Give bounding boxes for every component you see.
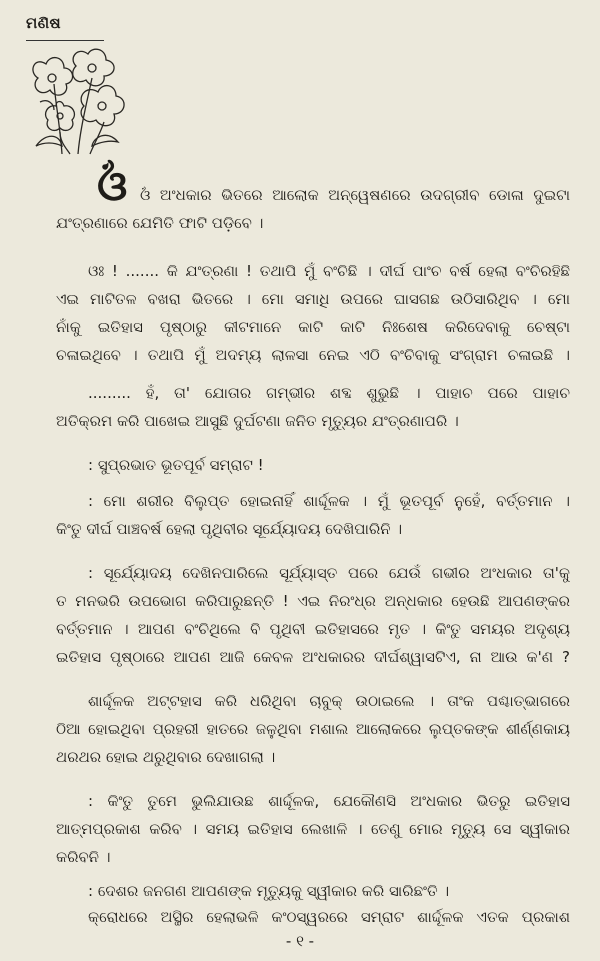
page-number: - ୧ -: [285, 932, 315, 950]
text-line: ନାଁକୁ ଇତିହାସ ପୃଷ୍ଠାରୁ କୀଟମାନେ କାଟି କାଟି ନିଃଶେଷ କରିଦେବାକୁ ଚେଷ୍ଟା: [56, 318, 570, 336]
text-line: ତ ମନଭରି ଉପଭୋଗ କରିପାରୁଛନ୍ତି ! ଏଇ ନିରଂଧ୍ର ଅନ୍ଧକାର ହେଉଛି ଆପଣଙ୍କର: [56, 592, 570, 610]
text-line: ......... ହଁ, ତା' ଯୋତାର ଗମ୍ଭୀର ଶବ୍ଦ ଶୁଭୁଛି । ପାହାଚ ପରେ ପାହାଚ: [88, 384, 570, 402]
text-line: କ୍ରୋଧରେ ଅସ୍ଥିର ହେଲାଭଳି କଂଠସ୍ୱରରେ ସମ୍ରାଟ ଶାର୍ଦ୍ଦୂଳକ ଏତକ ପ୍ରକାଶ: [88, 908, 570, 926]
text-line: : କିଂତୁ ତୁମେ ଭୁଲିଯାଉଛ ଶାର୍ଦ୍ଦୂଳକ, ଯେକୌଣସି ଅଂଧକାର ଭିତରୁ ଇତିହାସ: [88, 792, 570, 810]
text-line: : ମୋ ଶରୀର ବିଲୁପ୍ତ ହୋଇନାହିଁ ଶାର୍ଦ୍ଦୂଳକ । ମୁଁ ଭୂତପୂର୍ବ ନୁହେଁ, ବର୍ତ୍ତମାନ ।: [88, 492, 570, 510]
text-line: : ସୁପ୍ରଭାତ ଭୂତପୂର୍ବ ସମ୍ରାଟ !: [88, 456, 264, 474]
text-line: ଅତିକ୍ରମ କରି ପାଖେଇ ଆସୁଛି ଦୁର୍ଘଟଣା ଜନିତ ମୃତ୍ୟୁର ଯଂତ୍ରଣାପରି ।: [56, 412, 459, 430]
text-line: : ସୂର୍ଯ୍ୟୋଦୟ ଦେଖିନପାରିଲେ ସୂର୍ଯ୍ୟାସ୍ତ ପରେ ଯେଉଁ ଗଭୀର ଅଂଧକାର ତା'କୁ: [88, 564, 570, 582]
text-line: ଓଃ ! ....... କି ଯଂତ୍ରଣା ! ତଥାପି ମୁଁ ବଂଚିଛି । ଦୀର୍ଘ ପାଂଚ ବର୍ଷ ହେଲା ବଂଚିରହିଛି: [88, 262, 570, 280]
drop-cap: ଓଁ: [97, 160, 128, 211]
running-header: ମଣିଷ: [26, 14, 62, 32]
text-line: ଏଇ ମାଟିତଳ ବଖରା ଭିତରେ । ମୋ ସମାଧି ଉପରେ ଘାସଗଛ ଉଠିସାରିଥିବ । ମୋ: [56, 290, 570, 308]
text-line: ଠିଆ ହୋଇଥିବା ପ୍ରହରୀ ହାତରେ ଜଳୁଥିବା ମଶାଲ ଆଲୋକରେ ଲୁପ୍ତକଙ୍କ ଶୀର୍ଣ୍ଣକାୟ: [56, 720, 570, 738]
text-line: ବର୍ତ୍ତମାନ । ଆପଣ ବଂଚିଥିଲେ ବି ପୃଥିବୀ ଇତିହାସରେ ମୃତ । କିଂତୁ ସମୟର ଅଦୃଶ୍ୟ: [56, 620, 570, 638]
text-line: ଓଁ ଅଂଧକାର ଭିତରେ ଆଲୋକ ଅନ୍ୱେଷଣରେ ଉଦଗ୍ରୀବ ଡୋଳା ଦୁଇଟା: [140, 186, 570, 204]
pansy-flower-sketch-icon: [26, 46, 138, 156]
text-line: ଯଂତ୍ରଣାରେ ଯେମିତି ଫାଟି ପଡ଼ିବେ ।: [56, 214, 264, 232]
text-line: ଶାର୍ଦ୍ଦୂଳକ ଅଟ୍ଟହାସ କରି ଧରିଥିବା ଚାବୁକ୍ ଉଠାଇଲେ । ତାଂକ ପଶ୍ଚାତ୍‌ଭାଗରେ: [88, 692, 570, 710]
header-rule: [26, 40, 104, 41]
text-line: କିଂତୁ ଦୀର୍ଘ ପାଞ୍ଚବର୍ଷ ହେଲା ପୃଥିବୀର ସୂର୍ଯ୍ୟୋଦୟ ଦେଖିପାରିନି ।: [56, 520, 403, 538]
text-line: : ଦେଶର ଜନଗଣ ଆପଣଙ୍କ ମୃତ୍ୟୁକୁ ସ୍ୱୀକାର କରି ସାରିଛଂତି ।: [88, 882, 450, 900]
text-line: କରିବନି ।: [56, 848, 111, 866]
text-line: ଆତ୍ମପ୍ରକାଶ କରିବ । ସମୟ ଇତିହାସ ଲେଖାଳି । ତେଣୁ ମୋର ମୃତ୍ୟୁ ସେ ସ୍ୱୀକାର: [56, 820, 570, 838]
text-line: ଇତିହାସ ପୃଷ୍ଠାରେ ଆପଣ ଆଜି କେବଳ ଅଂଧକାରର ଦୀର୍ଘଶ୍ୱାସଟିଏ, ନା ଆଉ କ'ଣ ?: [56, 648, 570, 666]
text-line: ଚଳାଇଥିବେ । ତଥାପି ମୁଁ ଅଦମ୍ୟ ଲାଳସା ନେଇ ଏଠି ବଂଚିବାକୁ ସଂଗ୍ରାମ ଚଳାଇଛି ।: [56, 346, 570, 364]
text-line: ଥରଥର ହୋଇ ଥରୁଥିବାର ଦେଖାଗଲା ।: [56, 748, 276, 766]
